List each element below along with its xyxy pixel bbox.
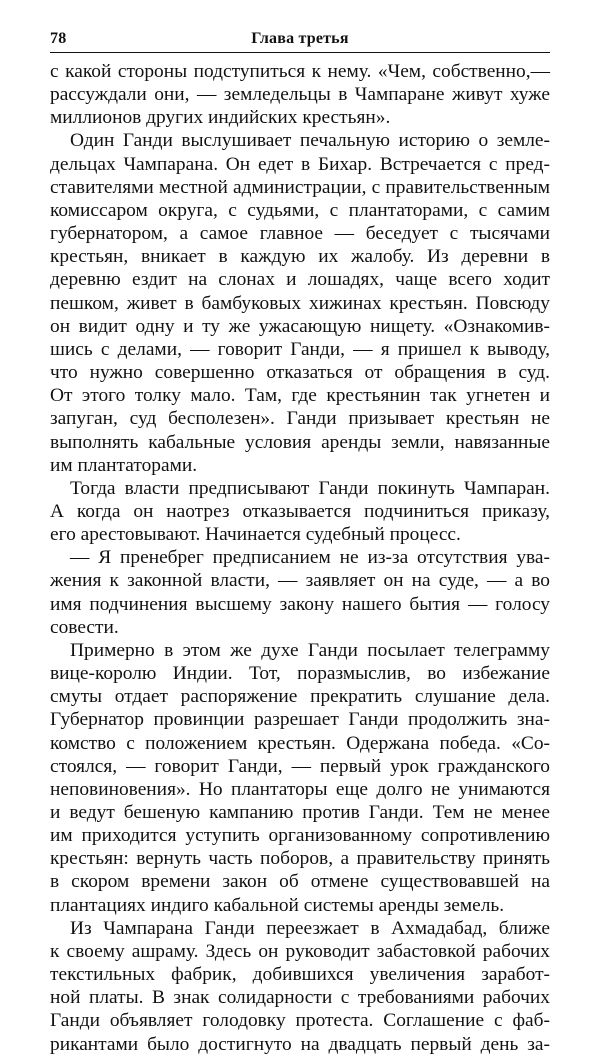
text-line: пешком, живет в бамбуковых хижинах крестьян. Повсюду [50, 292, 550, 314]
text-line: От этого толку мало. Там, где крестьянин так угнетен и [50, 385, 550, 407]
text-line: Один Ганди выслушивает печальную историю о земле- [70, 130, 550, 152]
text-line: стоялся, — говорит Ганди, — первый урок гражданского [50, 755, 550, 777]
text-line: имя подчинения высшему закону нашего бытия — голосу [50, 593, 550, 615]
text-line: Примерно в этом же духе Ганди посылает телеграмму [70, 639, 550, 661]
text-line: смуты отдает распоряжение прекратить слушание дела. [50, 686, 550, 708]
text-line: текстильных фабрик, добившихся увеличения заработ- [50, 964, 550, 986]
text-line: деревню ездит на слонах и лошадях, чаще всего ходит [50, 269, 550, 291]
text-line: крестьян: вернуть часть поборов, а правительству принять [50, 848, 550, 870]
text-line: совести. [50, 616, 119, 638]
text-line: шись с делами, — говорит Ганди, — я пришел к выводу, [50, 338, 550, 360]
text-line: — Я пренебрег предписанием не из-за отсутствия ува- [70, 547, 550, 569]
text-line: Ганди объявляет голодовку протеста. Соглашение с фаб- [50, 1010, 550, 1032]
text-line: его арестовывают. Начинается судебный процесс. [50, 524, 461, 546]
text-line: крестьян, вникает в каждую их жалобу. Из деревни в [50, 246, 550, 268]
text-line: дельцах Чампарана. Он едет в Бихар. Встречается с пред- [50, 153, 550, 175]
chapter-title: Глава третья [251, 30, 349, 47]
text-line: Губернатор провинции разрешает Ганди продолжить зна- [50, 709, 550, 731]
text-line: он видит одну и ту же ужасающую нищету. «Ознакомив- [50, 315, 550, 337]
body-text [50, 60, 550, 1056]
text-line: губернатором, а самое главное — беседует с тысячами [50, 223, 550, 245]
text-line: запуган, суд бесполезен». Ганди призывает крестьян не [50, 408, 550, 430]
text-line: ставителями местной администрации, с правительственным [50, 176, 550, 198]
text-line: с какой стороны подступиться к нему. «Чем, собственно,— [50, 61, 550, 82]
text-line: жения к законной власти, — заявляет он на суде, — а во [50, 570, 550, 592]
text-line: в скором времени закон об отмене существовавшей на [50, 871, 550, 893]
text-line: и ведут бешеную кампанию против Ганди. Тем не менее [50, 802, 550, 823]
text-line: неповиновения». Но плантаторы еще долго не унимаются [50, 778, 550, 800]
text-line: им приходится уступить организованному сопротивлению [50, 825, 550, 847]
text-line: к своему ашраму. Здесь он руководит забастовкой рабочих [50, 940, 550, 962]
text-line: им плантаторами. [50, 454, 198, 476]
text-line: вице-королю Индии. Тот, поразмыслив, во избежание [50, 663, 550, 685]
running-header [50, 28, 550, 53]
text-line: ной платы. В знак солидарности с требованиями рабочих [50, 987, 550, 1009]
text-line: что нужно совершенно отказаться от обращения в суд. [50, 362, 550, 384]
text-line: рассуждали они, — земледельцы в Чампаране живут хуже [50, 84, 550, 106]
text-line: комиссаром округа, с судьями, с плантаторами, с самим [50, 199, 550, 221]
text-line: выполнять кабальные условия аренды земли, навязанные [50, 431, 550, 453]
text-line: комство с положением крестьян. Одержана победа. «Со- [50, 732, 550, 754]
text-line: миллионов других индийских крестьян». [50, 107, 391, 129]
text-line: рикантами было достигнуто на двадцать первый день за- [50, 1033, 550, 1055]
page-number: 78 [50, 30, 67, 47]
text-line: Тогда власти предписывают Ганди покинуть Чампаран. [70, 477, 550, 499]
text-line: Из Чампарана Ганди переезжает в Ахмадабад, ближе [70, 917, 550, 939]
text-line: А когда он наотрез отказывается подчиниться приказу, [50, 500, 550, 522]
text-line: плантациях индиго кабальной системы аренды земель. [50, 894, 505, 916]
